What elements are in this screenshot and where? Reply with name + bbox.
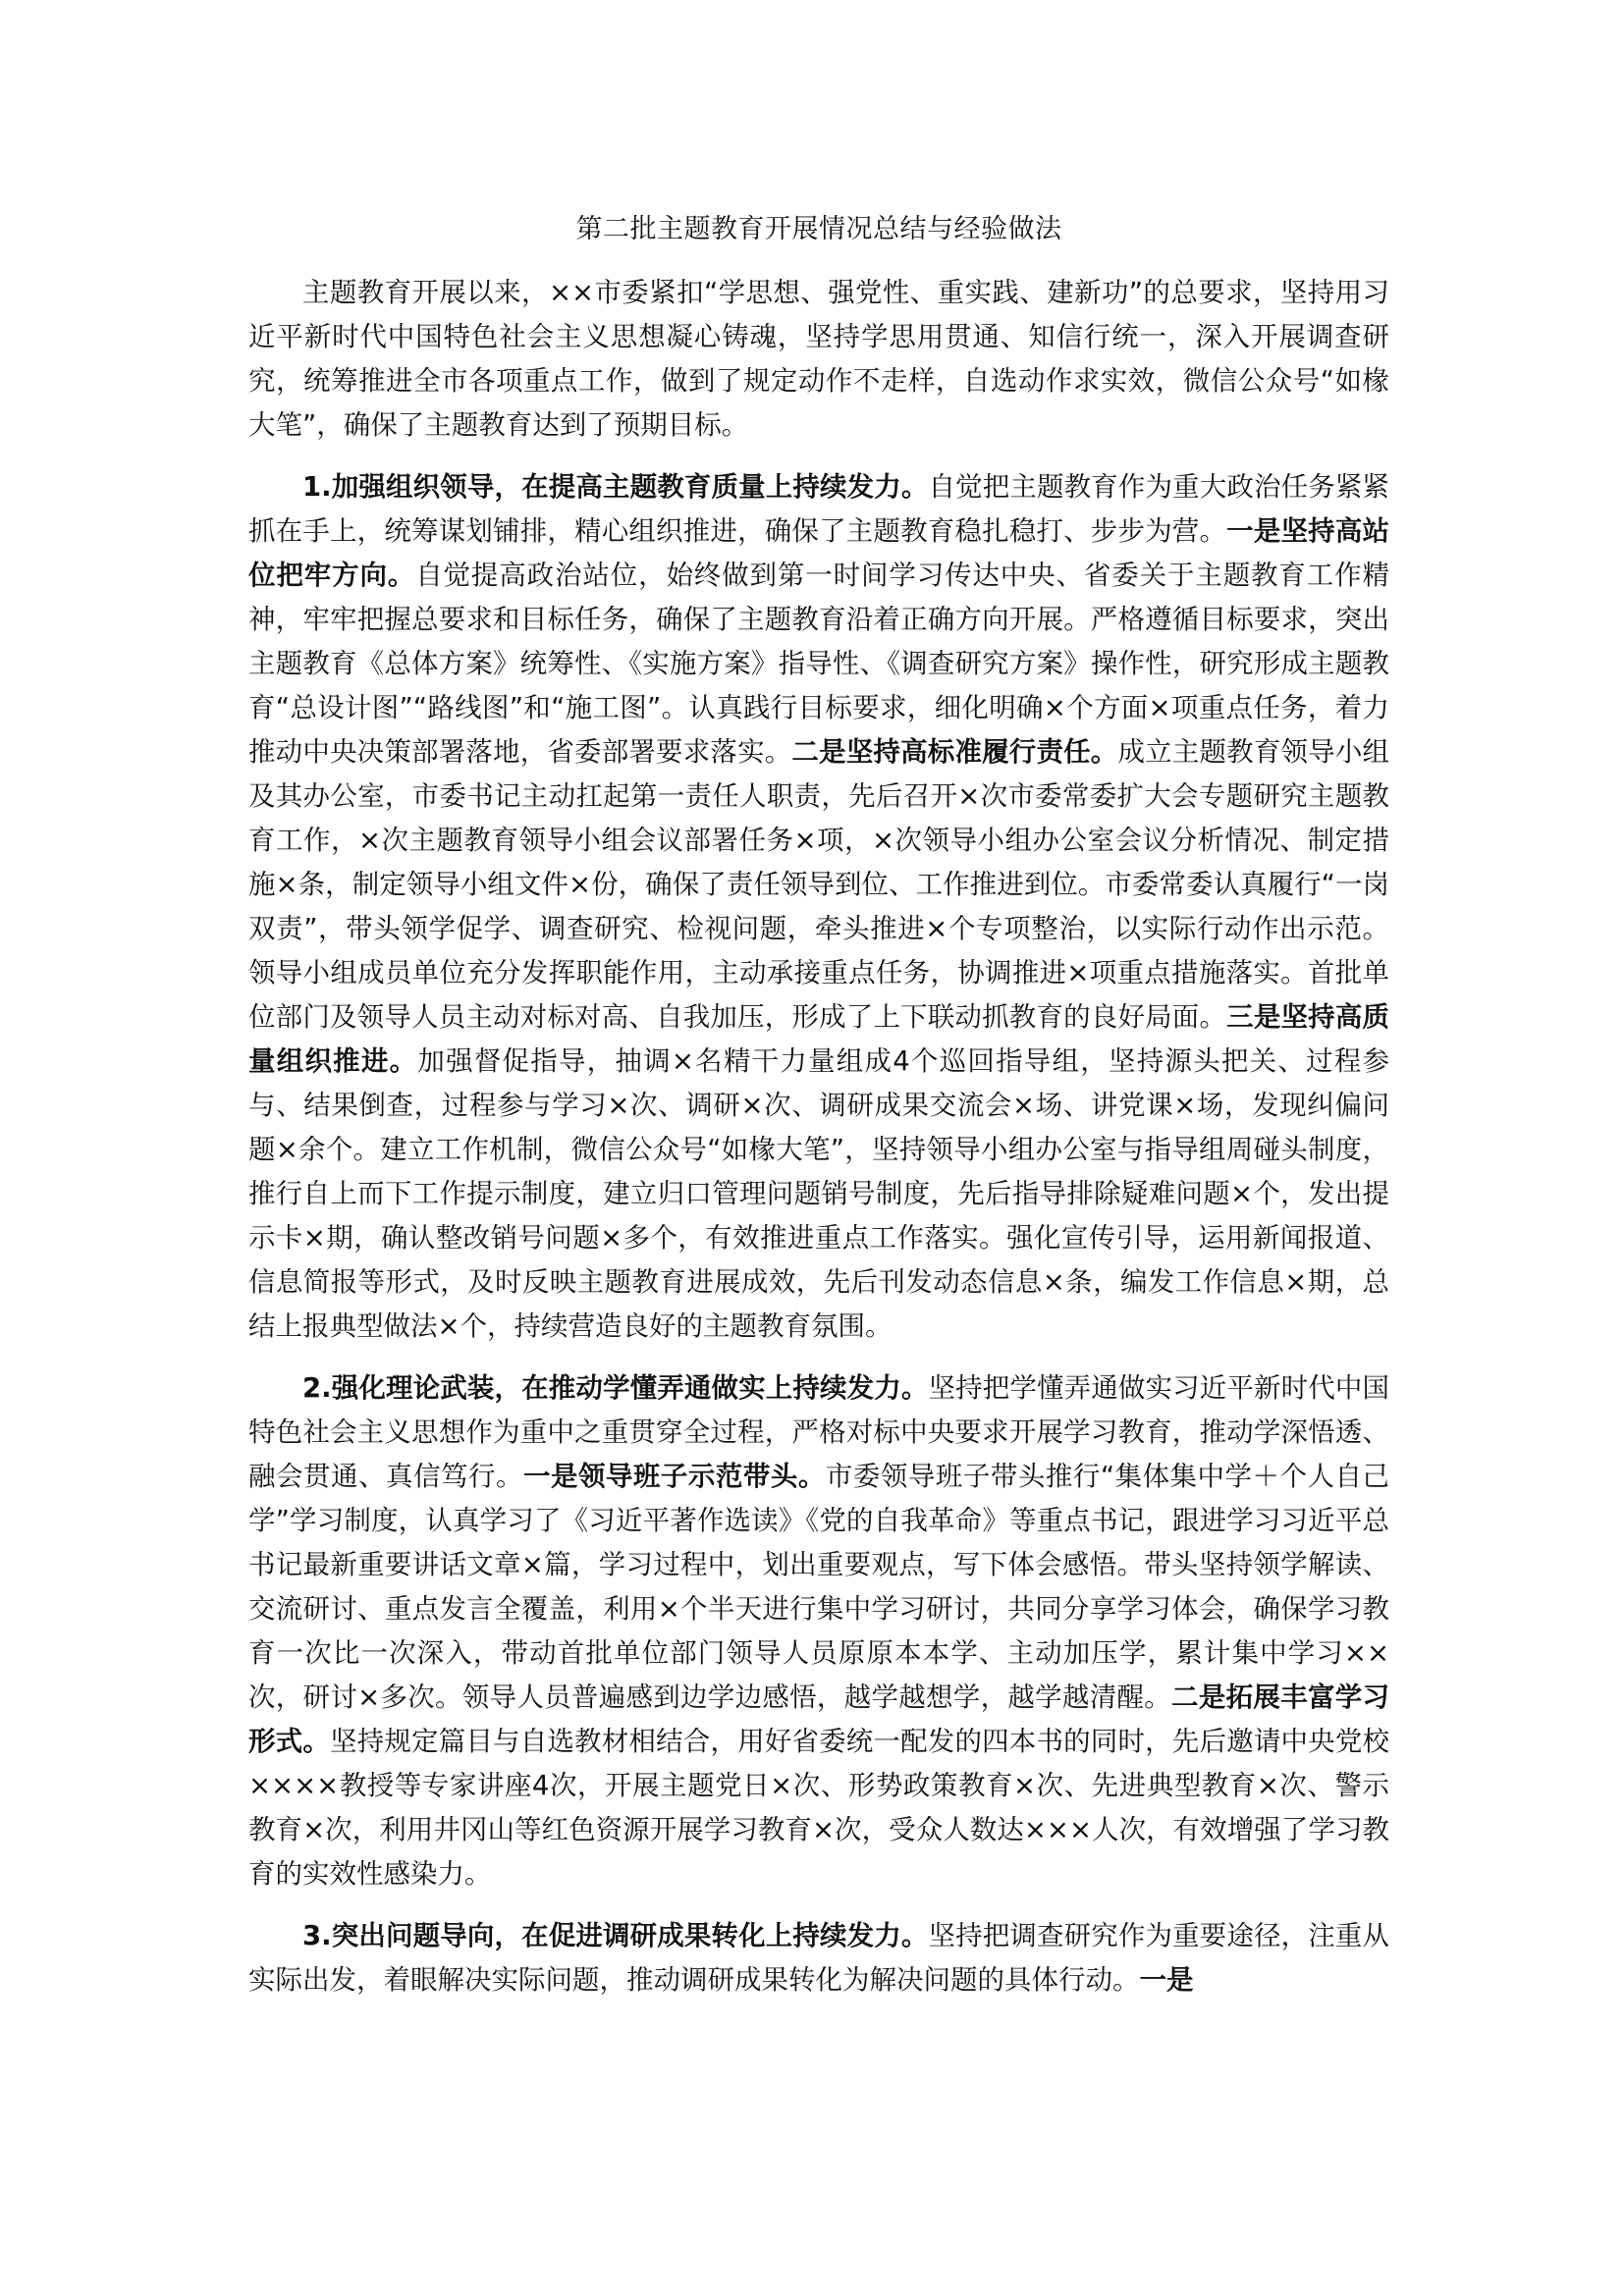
section-3-heading: 3.突出问题导向，在促进调研成果转化上持续发力。 [302,1920,929,1951]
document-title: 第二批主题教育开展情况总结与经验做法 [575,214,1062,244]
section-2-sub2-heading: 二是拓展丰富学习形式。 [248,1682,1390,1757]
section-3-sub1-heading: 一是 [1139,1964,1194,1996]
section-1-sub1-text: 自觉提高政治站位，始终做到第一时间学习传达中央、省委关于主题教育工作精神，牢牢把握总要求和目标任务，确保了主题教育沿着正确方向开展。严格遵循目标要求，突出主题教育《总体方案》统筹性、《实施方案》指导性、《调查研究方案》操作性，研究形成主题教育“总设计图”“路线图”和“施工图”。认真践行目标要求，细化明确×个方面×项重点任务，着力推动中央决策部署落地，省委部署要求落实。 [248,560,1390,768]
section-1-sub2-heading: 二是坚持高标准履行责任。 [791,736,1118,768]
section-2-sub1-text: 市委领导班子带头推行“集体集中学＋个人自己学”学习制度，认真学习了《习近平著作选读》《党的自我革命》等重点书记，跟进学习习近平总书记最新重要讲话文章×篇，学习过程中，划出重要观点，写下体会感悟。带头坚持领学解读、交流研讨、重点发言全覆盖，利用×个半天进行集中学习研讨，共同分享学习体会，确保学习教育一次比一次深入，带动首批单位部门领导人员原原本本学、主动加压学，累计集中学习××次，研讨×多次。领导人员普遍感到边学边感悟，越学越想学，越学越清醒。 [248,1461,1390,1713]
section-2-text: 坚持把学懂弄通做实习近平新时代中国特色社会主义思想作为重中之重贯穿全过程，严格对标中央要求开展学习教育，推动学深悟透、融会贯通、真信笃行。 [248,1372,1389,1492]
section-1-paragraph [248,465,1389,1349]
section-3-text: 坚持把调查研究作为重要途径，注重从实际出发，着眼解决实际问题，推动调研成果转化为解决问题的具体行动。 [248,1920,1389,1996]
section-2-paragraph [248,1366,1389,1896]
section-1-sub1-heading: 一是坚持高站位把牢方向。 [248,515,1390,591]
section-3-paragraph [248,1914,1389,2002]
section-1-sub3-heading: 三是坚持高质量组织推进。 [248,1001,1390,1077]
document-page [248,208,1389,2020]
section-2-sub2-text: 坚持规定篇目与自选教材相结合，用好省委统一配发的四本书的同时，先后邀请中央党校××××教授等专家讲座4次，开展主题党日×次、形势政策教育×次、先进典型教育×次、警示教育×次，利用井冈山等红色资源开展学习教育×次，受众人数达×××人次，有效增强了学习教育的实效性感染力。 [248,1726,1389,1890]
section-1-heading: 1.加强组织领导，在提高主题教育质量上持续发力。 [302,471,929,503]
section-2-heading: 2.强化理论武装，在推动学懂弄通做实上持续发力。 [302,1372,929,1404]
section-1-text: 自觉把主题教育作为重大政治任务紧紧抓在手上，统筹谋划铺排，精心组织推进，确保了主题教育稳扎稳打、步步为营。 [248,471,1389,547]
section-2-sub1-heading: 一是领导班子示范带头。 [522,1461,826,1492]
section-1-sub3-text: 加强督促指导，抽调×名精干力量组成4个巡回指导组，坚持源头把关、过程参与、结果倒查，过程参与学习×次、调研×次、调研成果交流会×场、讲党课×场，发现纠偏问题×余个。建立工作机制，微信公众号“如椽大笔”，坚持领导小组办公室与指导组周碰头制度，推行自上而下工作提示制度，建立归口管理问题销号制度，先后指导排除疑难问题×个，发出提示卡×期，确认整改销号问题×多个，有效推进重点工作落实。强化宣传引导，运用新闻报道、信息简报等形式，及时反映主题教育进展成效，先后刊发动态信息×条，编发工作信息×期，总结上报典型做法×个，持续营造良好的主题教育氛围。 [248,1045,1389,1342]
intro-paragraph: 主题教育开展以来，××市委紧扣“学思想、强党性、重实践、建新功”的总要求，坚持用习近平新时代中国特色社会主义思想凝心铸魂，坚持学思用贯通、知信行统一，深入开展调查研究，统筹推进全市各项重点工作，做到了规定动作不走样，自选动作求实效，微信公众号“如椽大笔”，确保了主题教育达到了预期目标。 [248,277,1389,441]
section-1-sub2-text: 成立主题教育领导小组及其办公室，市委书记主动扛起第一责任人职责，先后召开×次市委常委扩大会专题研究主题教育工作，×次主题教育领导小组会议部署任务×项，×次领导小组办公室会议分析情况、制定措施×条，制定领导小组文件×份，确保了责任领导到位、工作推进到位。市委常委认真履行“一岗双责”，带头领学促学、调查研究、检视问题，牵头推进×个专项整治，以实际行动作出示范。领导小组成员单位充分发挥职能作用，主动承接重点任务，协调推进×项重点措施落实。首批单位部门及领导人员主动对标对高、自我加压，形成了上下联动抓教育的良好局面。 [248,736,1390,1033]
